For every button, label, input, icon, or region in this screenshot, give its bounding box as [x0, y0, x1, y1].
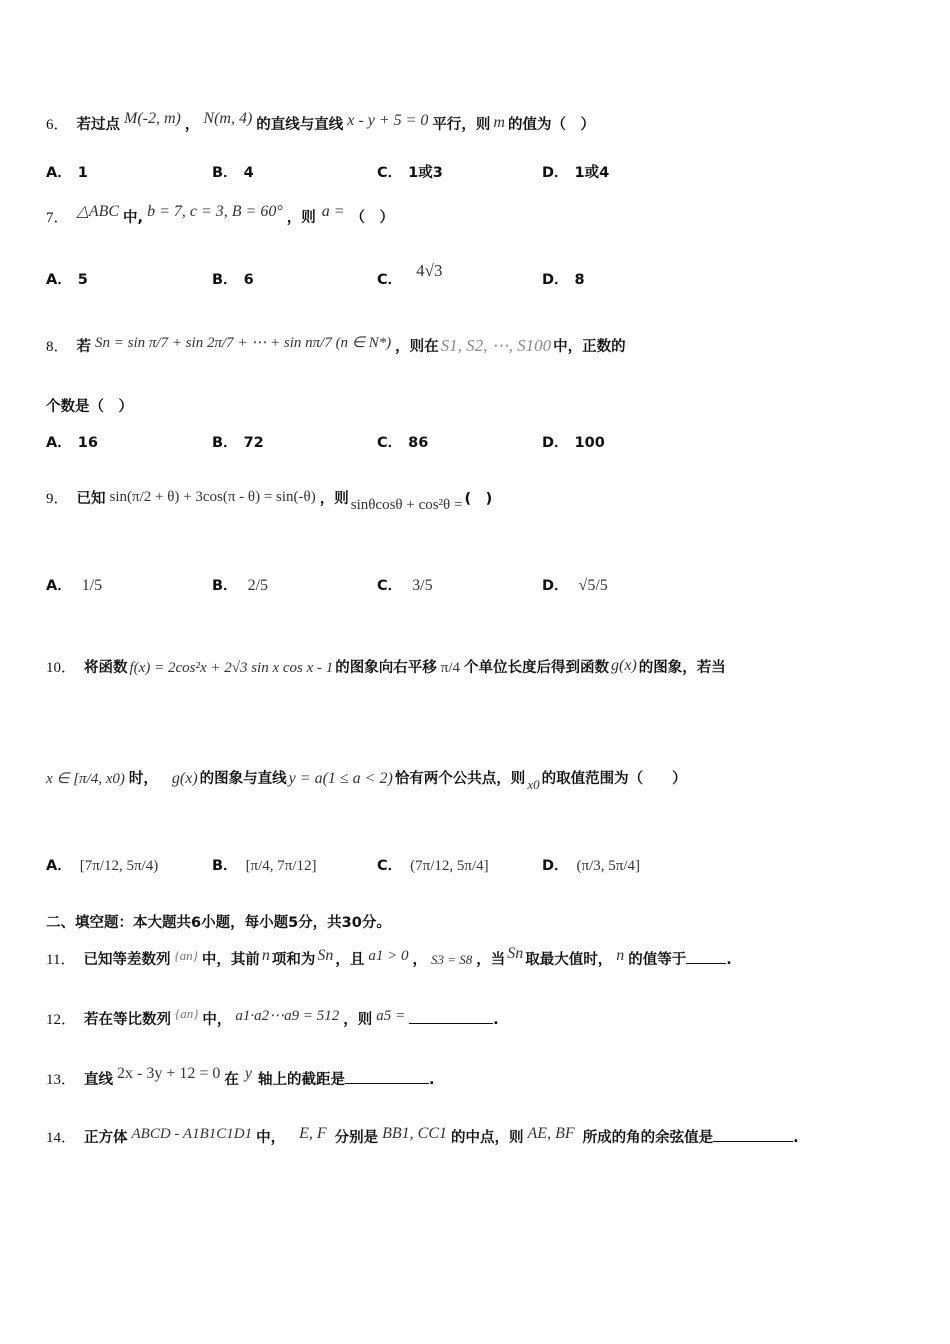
q11-sn: Sn [317, 947, 334, 964]
question-number: 13． [46, 1072, 77, 1088]
question-number: 11． [46, 952, 76, 968]
q6-text-1: 若过点 [76, 117, 121, 133]
option-label: D． [542, 858, 569, 874]
question-number: 14． [46, 1130, 77, 1146]
option-value: [7π/12, 5π/4) [79, 858, 159, 874]
option-label: D． [542, 578, 569, 594]
q10-option-d[interactable] [542, 854, 640, 875]
q7-text-3: （ ） [350, 210, 395, 226]
q10-interval: x ∈ [π/4, x0) [46, 771, 125, 787]
q6-option-d[interactable] [542, 161, 609, 182]
q10-text-8: 的取值范围为（ ） [541, 771, 687, 787]
q14-edges: BB1, CC1 [382, 1125, 448, 1142]
question-number: 8． [46, 339, 69, 355]
q11-text-5: ， [412, 952, 427, 968]
q14-text-2: 中， [256, 1130, 286, 1146]
q10-text-3: 个单位长度后得到函数 [464, 660, 610, 676]
q14-text-4: 的中点，则 [451, 1130, 524, 1146]
option-label: B． [212, 435, 238, 451]
q7-option-a[interactable] [46, 268, 88, 289]
q6-point-n: N(m, 4) [203, 110, 253, 127]
q11-text-9: . [726, 952, 732, 968]
q11-n: n [261, 947, 270, 964]
q14-text-5: 所成的角的余弦值是 [582, 1130, 714, 1146]
q8-sum-definition: Sn = sin π/7 + sin 2π/7 + ⋯ + sin nπ/7 (n ∈ N*) [95, 335, 392, 351]
q8-text-4: 个数是（ ） [46, 399, 133, 415]
q11-text-7: 取最大值时， [525, 952, 613, 968]
q14-cube: ABCD - A1B1C1D1 [131, 1126, 253, 1142]
question-number: 6． [46, 117, 69, 133]
option-label: B． [212, 858, 238, 874]
option-label: A． [46, 165, 72, 181]
q10-text-6: 的图象与直线 [199, 771, 287, 787]
q7-given: b = 7, c = 3, B = 60° [147, 203, 283, 220]
q10-text-5: 时， [128, 771, 158, 787]
q14-lines: AE, BF [527, 1125, 575, 1142]
q8-option-b[interactable] [212, 431, 264, 452]
option-value: (π/3, 5π/4] [576, 858, 641, 874]
option-label: B． [212, 272, 238, 288]
option-label: D． [542, 165, 569, 181]
q11-text-4: ，且 [335, 952, 365, 968]
option-value: 4√3 [416, 261, 443, 280]
q11-sequence: {an} [174, 948, 198, 963]
q10-line: y = a(1 ≤ a < 2) [288, 770, 393, 787]
answer-blank[interactable] [409, 1023, 493, 1024]
q13-text-4: . [429, 1072, 435, 1088]
q10-g2: g(x) [171, 770, 198, 787]
q8-text-3: 中，正数的 [553, 339, 626, 355]
q7-unknown: a = [321, 203, 345, 220]
option-value: 2/5 [247, 577, 269, 594]
option-value: 3/5 [412, 577, 433, 594]
q10-text-1: 将函数 [84, 660, 128, 676]
question-6 [46, 110, 595, 135]
q10-text-2: 的图象向右平移 [335, 660, 437, 676]
option-value: 16 [77, 435, 98, 451]
q6-separator: ， [184, 117, 200, 133]
q11-s3-s8: S3 = S8 [430, 952, 473, 967]
question-number: 9． [46, 491, 69, 507]
option-value: 4 [243, 165, 254, 181]
q14-text-1: 正方体 [84, 1130, 128, 1146]
q9-option-a[interactable] [46, 574, 102, 595]
q11-sn-2: Sn [507, 945, 524, 962]
option-label: C． [377, 165, 403, 181]
q6-option-b[interactable] [212, 161, 254, 182]
q7-option-b[interactable] [212, 268, 254, 289]
q14-points: E, F [299, 1125, 327, 1142]
option-label: C． [377, 578, 403, 594]
option-value: (7π/12, 5π/4] [410, 858, 489, 874]
q7-option-d[interactable] [542, 268, 585, 289]
q13-line-equation: 2x - 3y + 12 = 0 [117, 1065, 221, 1082]
q11-text-3: 项和为 [271, 952, 316, 968]
question-10-continued [46, 768, 687, 792]
q10-function: f(x) = 2cos²x + 2√3 sin x cos x - 1 [129, 660, 334, 676]
question-number: 7． [46, 210, 69, 226]
q9-option-c[interactable] [377, 574, 433, 595]
option-label: C． [377, 272, 403, 288]
q11-n-2: n [616, 947, 625, 964]
question-number: 12． [46, 1012, 77, 1028]
q11-text-8: 的值等于 [628, 952, 687, 968]
q13-text-3: 轴上的截距是 [258, 1072, 345, 1088]
q8-sequence: S1, S2, ⋯, S100 [440, 336, 552, 355]
option-value: 1或3 [408, 165, 443, 181]
question-14 [46, 1127, 799, 1148]
q9-option-d[interactable] [542, 574, 608, 595]
q7-triangle: △ABC [76, 203, 120, 220]
option-label: A． [46, 435, 72, 451]
option-value: 1/5 [81, 577, 103, 594]
q9-text-2: ，则 [319, 491, 349, 507]
option-label: A． [46, 858, 72, 874]
option-value: 100 [574, 435, 605, 451]
option-label: A． [46, 272, 72, 288]
question-7 [46, 203, 395, 228]
q8-option-d[interactable] [542, 431, 605, 452]
option-label: C． [377, 858, 403, 874]
option-value: 1 [77, 165, 88, 181]
q8-option-c[interactable] [377, 431, 428, 452]
q11-text-6: ，当 [476, 952, 506, 968]
q12-sequence: {an} [175, 1006, 199, 1021]
answer-blank[interactable] [345, 1083, 429, 1084]
q8-option-a[interactable] [46, 431, 98, 452]
q10-text-7: 恰有两个公共点，则 [394, 771, 526, 787]
q9-text-1: 已知 [76, 491, 106, 507]
q6-option-c[interactable] [377, 161, 443, 182]
q6-line-equation: x - y + 5 = 0 [347, 112, 429, 129]
q7-text-2: ，则 [286, 210, 316, 226]
q6-point-m: M(-2, m) [124, 110, 181, 127]
q6-text-4: 的值为（ ） [507, 117, 595, 133]
q9-expression: sinθcosθ + cos²θ = [350, 497, 463, 513]
q10-text-4: 的图象，若当 [638, 660, 726, 676]
q12-text-4: . [493, 1012, 499, 1028]
question-number: 10． [46, 660, 77, 676]
question-12 [46, 1006, 499, 1030]
option-label: A． [46, 578, 72, 594]
q11-text-2: 中，其前 [201, 952, 260, 968]
q10-x0: x0 [527, 777, 540, 792]
q6-text-2: 的直线与直线 [256, 117, 344, 133]
q10-option-b[interactable] [212, 854, 317, 875]
q13-text-1: 直线 [84, 1072, 114, 1088]
q13-text-2: 在 [224, 1072, 239, 1088]
answer-blank[interactable] [686, 963, 726, 964]
option-label: D． [542, 435, 569, 451]
q9-condition: sin(π/2 + θ) + 3cos(π - θ) = sin(-θ) [109, 489, 316, 505]
section-heading: 二、填空题：本大题共6小题，每小题5分，共30分。 [46, 915, 391, 931]
q12-text-2: 中， [202, 1012, 232, 1028]
option-label: C． [377, 435, 403, 451]
q10-g: g(x) [611, 657, 637, 674]
option-value: 1或4 [574, 165, 610, 181]
q12-a5: a5 = [376, 1008, 406, 1024]
q6-var-m: m [493, 114, 505, 131]
q10-option-a[interactable] [46, 854, 158, 875]
option-value: 8 [574, 272, 585, 288]
q14-text-3: 分别是 [334, 1130, 379, 1146]
option-label: B． [212, 578, 238, 594]
option-value: 6 [243, 272, 254, 288]
question-8-continued [46, 396, 133, 417]
q14-text-6: . [793, 1130, 799, 1146]
q6-text-3: 平行，则 [432, 117, 491, 133]
option-label: B． [212, 165, 238, 181]
question-13 [46, 1065, 435, 1090]
option-value: 72 [243, 435, 264, 451]
answer-blank[interactable] [713, 1141, 793, 1142]
question-8 [46, 336, 626, 357]
q6-option-a[interactable] [46, 161, 88, 182]
q8-text-1: 若 [76, 339, 92, 355]
question-11 [46, 945, 732, 970]
q10-shift: π/4 [440, 660, 461, 676]
q9-option-b[interactable] [212, 574, 268, 595]
q9-text-3: ( ) [464, 491, 493, 507]
q7-text-1: 中, [123, 210, 144, 226]
question-10 [46, 657, 726, 678]
q13-y: y [244, 1065, 252, 1082]
q7-option-c[interactable] [377, 260, 443, 288]
option-value: √5/5 [578, 577, 608, 594]
q12-text-3: ，则 [343, 1012, 373, 1028]
option-value: [π/4, 7π/12] [245, 858, 317, 874]
q8-text-2: ，则在 [395, 339, 439, 355]
question-9 [46, 488, 493, 513]
q11-a1: a1 > 0 [368, 948, 409, 964]
q11-text-1: 已知等差数列 [83, 952, 171, 968]
option-label: D． [542, 272, 569, 288]
option-value: 5 [77, 272, 88, 288]
option-value: 86 [408, 435, 429, 451]
q12-text-1: 若在等比数列 [84, 1012, 172, 1028]
q12-product: a1·a2⋯a9 = 512 [235, 1008, 340, 1024]
q10-option-c[interactable] [377, 854, 489, 875]
